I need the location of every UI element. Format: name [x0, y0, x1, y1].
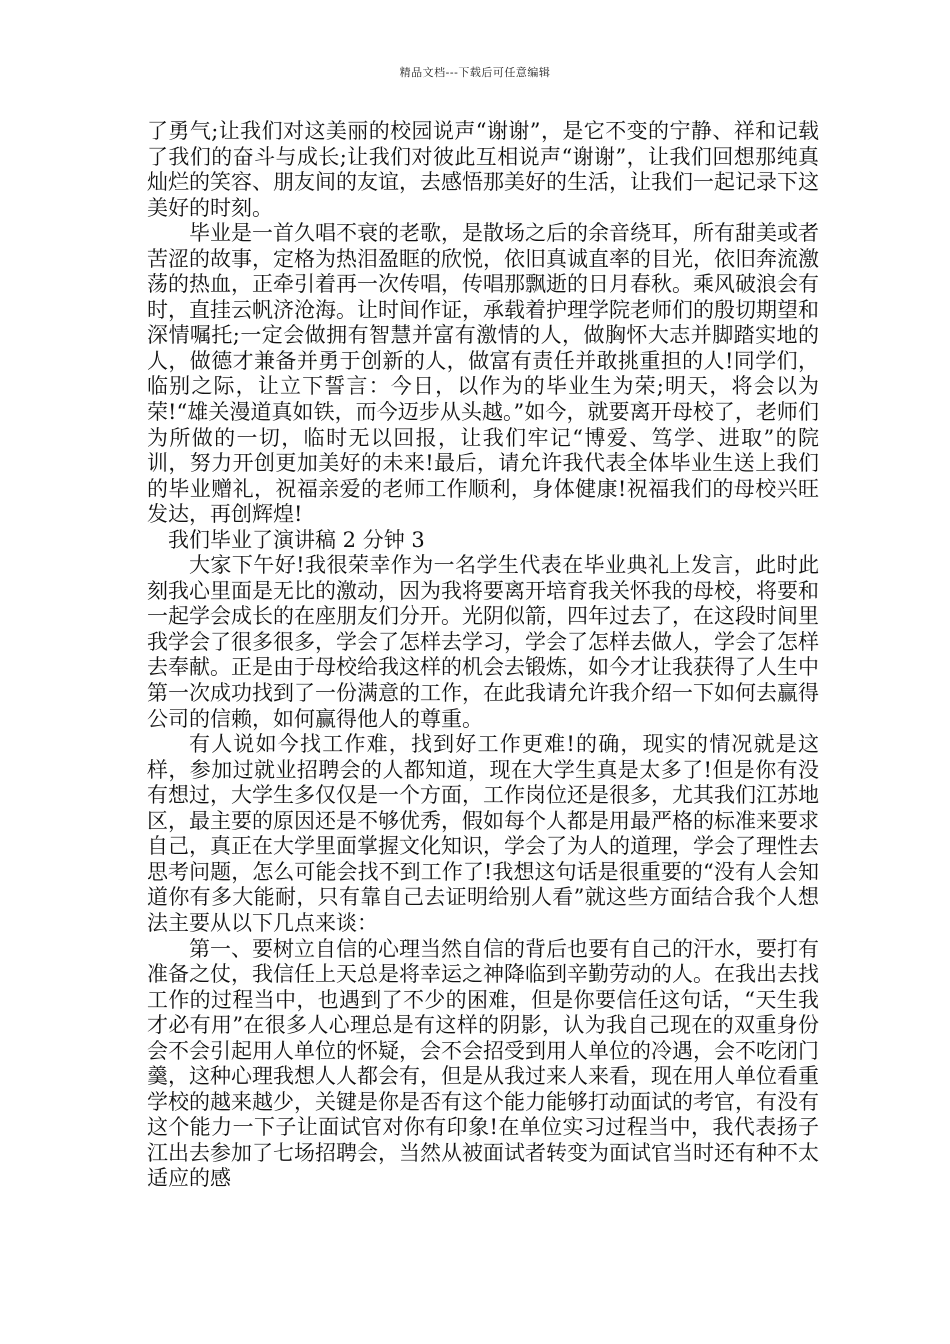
page-header: 精品文档---下载后可任意编辑: [399, 66, 551, 79]
paragraph-graduation-song: 毕业是一首久唱不衰的老歌，是散场之后的余音绕耳，所有甜美或者苦涩的故事，定格为热泪盈眶的欣悦，依旧真诚直率的目光，依旧奔流激荡的热血，正牵引着再一次传唱，传唱那飘逝的日月春秋。乘风破浪会有时，直挂云帆济沧海。让时间作证，承载着护理学院老师们的殷切期望和深情嘱托;一定会做拥有智慧并富有激情的人，做胸怀大志并脚踏实地的人，做德才兼备并勇于创新的人，做富有责任并敢挑重担的人!同学们，临别之际，让立下誓言：今日，以作为的毕业生为荣;明天，将会以为荣!“雄关漫道真如铁，而今迈步从头越。”如今，就要离开母校了，老师们为所做的一切，临时无以回报，让我们牢记“博爱、笃学、进取”的院训，努力开创更加美好的未来!最后，请允许我代表全体毕业生送上我们的毕业赠礼，祝福亲爱的老师工作顺利，身体健康!祝福我们的母校兴旺发达，再创辉煌!: [147, 221, 819, 527]
speech-title: 我们毕业了演讲稿 2 分钟 3: [168, 527, 425, 552]
paragraph-greeting: 大家下午好!我很荣幸作为一名学生代表在毕业典礼上发言，此时此刻我心里面是无比的激动，因为我将要离开培育我关怀我的母校，将要和一起学会成长的在座朋友们分开。光阴似箭，四年过去了，在这段时间里我学会了很多很多，学会了怎样去学习，学会了怎样去做人，学会了怎样去奉献。正是由于母校给我这样的机会去锻炼，如今才让我获得了人生中第一次成功找到了一份满意的工作，在此我请允许我介绍一下如何去赢得公司的信赖，如何赢得他人的尊重。: [147, 553, 819, 731]
paragraph-confidence: 第一、要树立自信的心理当然自信的背后也要有自己的汗水，要打有准备之仗，我信任上天总是将幸运之神降临到辛勤劳动的人。在我出去找工作的过程当中，也遇到了不少的困难，但是你要信任这句话，“天生我才必有用”在很多人心理总是有这样的阴影，认为我自己现在的双重身份会不会引起用人单位的怀疑，会不会招受到用人单位的冷遇，会不吃闭门羹，这种心理我想人人都会有，但是从我过来人来看，现在用人单位看重学校的越来越少，关键是你是否有这个能力能够打动面试的考官，有没有这个能力一下子让面试官对你有印象!在单位实习过程当中，我代表扬子江出去参加了七场招聘会，当然从被面试者转变为面试官当时还有种不太适应的感: [147, 936, 819, 1191]
paragraph-continuation: 了勇气;让我们对这美丽的校园说声“谢谢”，是它不变的宁静、祥和记载了我们的奋斗与成长;让我们对彼此互相说声“谢谢”，让我们回想那纯真灿烂的笑容、朋友间的友谊，去感悟那美好的生活，让我们一起记录下这美好的时刻。: [147, 119, 819, 220]
paragraph-job-search: 有人说如今找工作难，找到好工作更难!的确，现实的情况就是这样，参加过就业招聘会的人都知道，现在大学生真是太多了!但是你有没有想过，大学生多仅仅是一个方面，工作岗位还是很多，尤其我们江苏地区，最主要的原因还是不够优秀，假如每个人都是用最严格的标准来要求自己，真正在大学里面掌握文化知识，学会了为人的道理，学会了理性去思考问题，怎么可能会找不到工作了!我想这句话是很重要的“没有人会知道你有多大能耐，只有靠自己去证明给别人看”就这些方面结合我个人想法主要从以下几点来谈：: [147, 732, 819, 935]
document-body: [147, 119, 819, 1192]
